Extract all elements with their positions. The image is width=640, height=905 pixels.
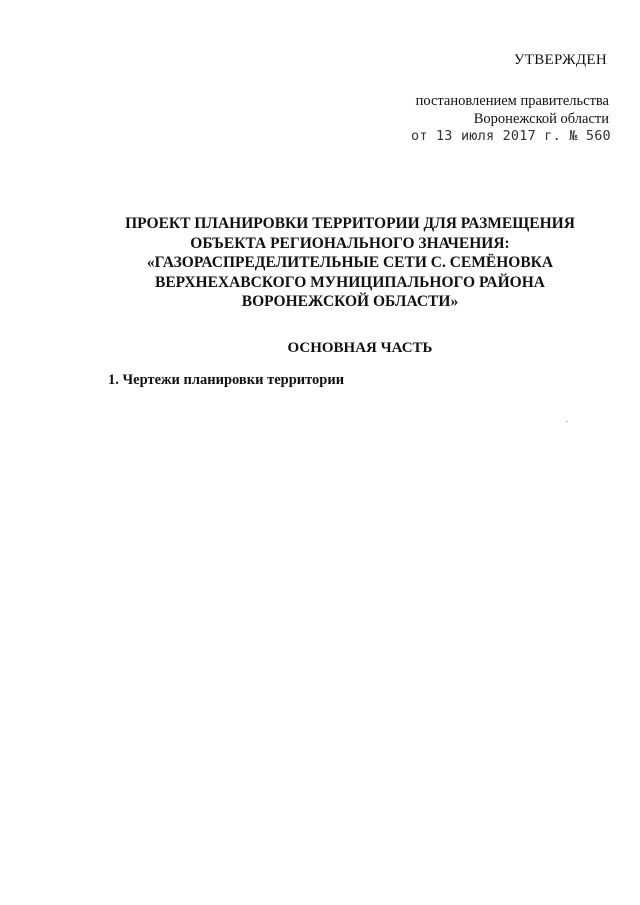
section-heading: ОСНОВНАЯ ЧАСТЬ	[287, 340, 433, 356]
title-line-3: «ГАЗОРАСПРЕДЕЛИТЕЛЬНЫЕ СЕТИ С. СЕМЁНОВКА	[146, 254, 554, 271]
decree-date: от 13 июля 2017 г. № 560	[411, 128, 611, 144]
title-line-5: ВОРОНЕЖСКОЙ ОБЛАСТИ»	[241, 293, 459, 310]
scan-speck	[566, 421, 568, 422]
approval-stamp-label: УТВЕРЖДЕН	[513, 52, 607, 68]
document-title	[60, 214, 640, 312]
list-item: 1. Чертежи планировки территории	[108, 372, 345, 388]
title-line-2: ОБЪЕКТА РЕГИОНАЛЬНОГО ЗНАЧЕНИЯ:	[190, 234, 510, 252]
title-line-4: ВЕРХНЕХАВСКОГО МУНИЦИПАЛЬНОГО РАЙОНА	[155, 273, 545, 291]
decree-line-2: Воронежской области	[473, 111, 609, 127]
decree-line-1: постановлением правительства	[415, 93, 609, 109]
decree-reference	[416, 92, 609, 128]
title-line-1: ПРОЕКТ ПЛАНИРОВКИ ТЕРРИТОРИИ ДЛЯ РАЗМЕЩЕНИЯ	[125, 215, 575, 232]
